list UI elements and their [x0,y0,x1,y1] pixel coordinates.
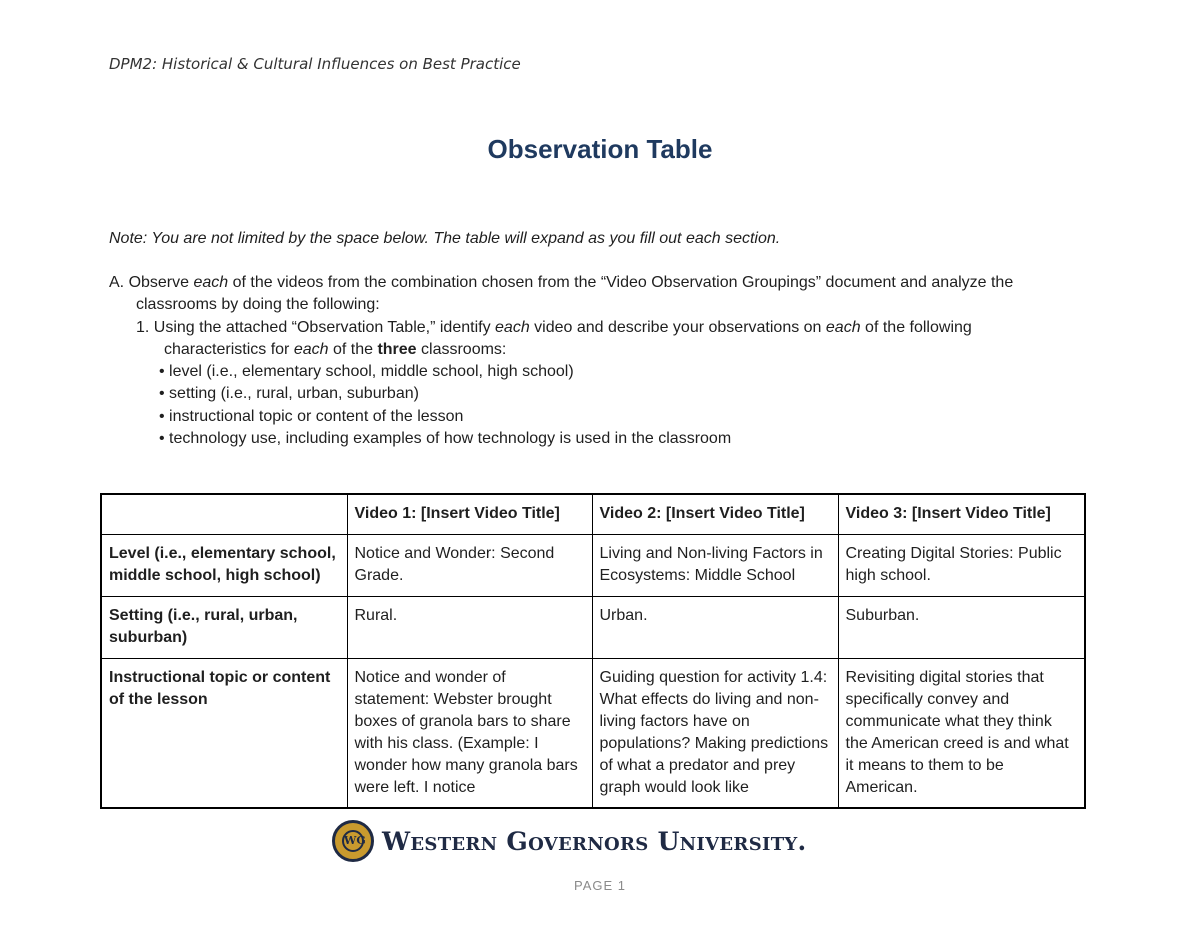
instruction-1: 1. Using the attached “Observation Table,” identify each video and describe your observations on each of the following [136,318,972,336]
course-header: DPM2: Historical & Cultural Influences on Best Practice [109,55,521,73]
table-cell[interactable]: Revisiting digital stories that specifically convey and communicate what they think the American creed is and what it means to them to be American. [838,659,1085,809]
table-cell[interactable]: Guiding question for activity 1.4: What effects do living and non-living factors have on populations? Making predictions of what a predator and prey graph would look like [592,659,838,809]
university-name: Western Governors University. [382,826,807,856]
table-header-cell [101,494,347,535]
instruction-a-line2: classrooms by doing the following: [136,296,380,314]
note-text: Note: You are not limited by the space below. The table will expand as you fill out each section. [109,230,781,247]
bullet-item: • technology use, including examples of how technology is used in the classroom [159,430,732,448]
table-cell[interactable]: Rural. [347,597,592,659]
wgu-logo [332,818,807,864]
table-cell[interactable]: Suburban. [838,597,1085,659]
observation-table [100,493,1086,809]
instruction-a: A. Observe each of the videos from the combination chosen from the “Video Observation Groupings” document and analyze the [109,274,1014,291]
page-title: Observation Table [487,134,713,164]
table-header-row [101,494,1085,535]
bullet-item: • level (i.e., elementary school, middle school, high school) [159,363,574,381]
instructions [109,272,1099,450]
row-label: Level (i.e., elementary school, middle school, high school) [101,535,347,597]
table-cell[interactable]: Notice and wonder of statement: Webster brought boxes of granola bars to share with his class. (Example: I wonder how many granola bars were left. I notice [347,659,592,809]
instruction-1-line2: characteristics for each of the three classrooms: [164,340,507,358]
page-number: PAGE 1 [573,878,626,893]
table-row [101,535,1085,597]
table-header-cell: Video 1: [Insert Video Title] [347,494,592,535]
table-row [101,597,1085,659]
table-cell[interactable]: Notice and Wonder: Second Grade. [347,535,592,597]
row-label: Instructional topic or content of the lesson [101,659,347,809]
wgu-seal-icon [332,820,374,862]
table-cell[interactable]: Living and Non-living Factors in Ecosystems: Middle School [592,535,838,597]
seal-monogram: WG [342,830,364,852]
table-header-cell: Video 2: [Insert Video Title] [592,494,838,535]
table-cell[interactable]: Urban. [592,597,838,659]
row-label: Setting (i.e., rural, urban, suburban) [101,597,347,659]
bullet-item: • setting (i.e., rural, urban, suburban) [159,385,419,403]
bullet-item: • instructional topic or content of the lesson [159,407,464,425]
table-cell[interactable]: Creating Digital Stories: Public high school. [838,535,1085,597]
table-header-cell: Video 3: [Insert Video Title] [838,494,1085,535]
table-row [101,659,1085,809]
